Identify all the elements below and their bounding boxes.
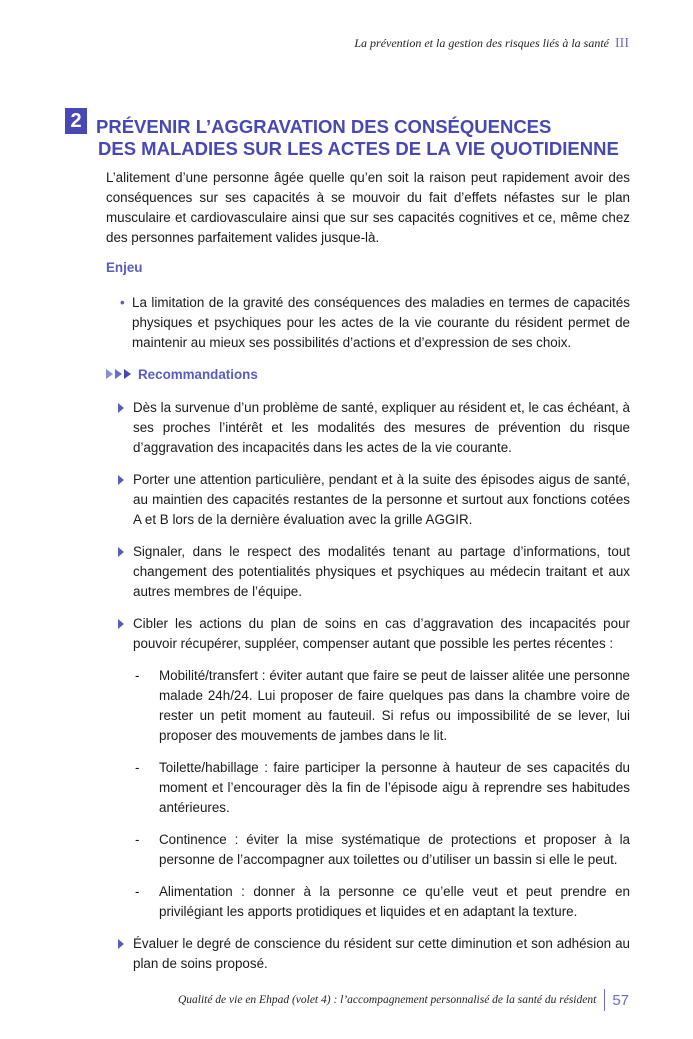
recommandation-text: Dès la survenue d’un problème de santé, expliquer au résident et, le cas échéant, à ses proches l’intérêt et les modalités des mesures de prévention du risque d’aggravation des incapacités dans les actes de la vie courante. (133, 400, 630, 455)
sub-recommandation-item (133, 666, 630, 746)
triangle-right-icon (118, 547, 124, 557)
recommandation-item (116, 470, 630, 530)
recommandation-item (116, 614, 630, 922)
triangle-right-icon (118, 403, 124, 413)
recommandations-list (116, 398, 630, 986)
sub-recommandation-text: Alimentation : donner à la personne ce qu’elle veut et peut prendre en privilégiant les apports protidiques et liquides et en adaptant la texture. (159, 884, 630, 919)
dash-bullet: - (135, 832, 140, 847)
triangle-right-icon (118, 619, 124, 629)
triangle-right-icon (118, 475, 124, 485)
running-header (354, 36, 629, 52)
sub-recommandation-text: Toilette/habillage : faire participer la personne à hauteur de ses capacités du moment et l’encourager dès la fin de l’épisode aigu à reprendre ses habitudes antérieures. (159, 760, 630, 815)
intro-paragraph: L’alitement d’une personne âgée quelle qu’en soit la raison peut rapidement avoir des conséquences sur ses capacités à se mouvoir du fait d’effets néfastes sur le plan musculaire et cardiovasculaire ainsi que sur ses capacités cognitives et ce, même chez des personnes parfaitement valides jusque-là. (106, 170, 630, 245)
sub-recommandation-text: Mobilité/transfert : éviter autant que faire se peut de laisser alitée une personne malade 24h/24. Lui proposer de faire quelques pas dans la chambre voire de rester un petit moment au fauteuil. Si refus ou impossibilité de se lever, lui proposer des mouvements de jambes dans le lit. (159, 668, 630, 743)
dash-bullet: - (135, 884, 140, 899)
recommandation-item (116, 934, 630, 974)
recommandation-item (116, 398, 630, 458)
recommandation-text: Signaler, dans le respect des modalités tenant au partage d’informations, tout changement des potentialités physiques et psychiques au médecin traitant et aux autres membres de l’équipe. (133, 544, 630, 599)
recommandation-text: Cibler les actions du plan de soins en cas d’aggravation des incapacités pour pouvoir récupérer, suppléer, compenser autant que possible les pertes récentes : (133, 616, 630, 651)
dash-bullet: - (135, 760, 140, 775)
enjeu-item-text: La limitation de la gravité des conséquences des maladies en termes de capacités physiques et psychiques pour les actes de la vie courante du résident permet de maintenir au mieux ses possibilités d’actions et d’expression de ses choix. (132, 295, 630, 350)
dash-bullet: - (135, 668, 140, 683)
page-number: 57 (612, 991, 629, 1009)
footer-divider (604, 989, 605, 1011)
recommandations-heading (106, 367, 258, 382)
footer-text: Qualité de vie en Ehpad (volet 4) : l’accompagnement personnalisé de la santé du résident (177, 994, 597, 1006)
recommandation-item (116, 542, 630, 602)
page-footer (178, 989, 629, 1011)
sub-recommandation-item (133, 758, 630, 818)
recommandations-heading-label: Recommandations (138, 367, 258, 382)
enjeu-list (120, 293, 630, 353)
enjeu-item (120, 293, 630, 353)
section-title-line-1: PRÉVENIR L’AGGRAVATION DES CONSÉQUENCES (96, 116, 552, 137)
sub-recommandations-list (133, 666, 630, 922)
triangle-right-icon (118, 939, 124, 949)
sub-recommandation-text: Continence : éviter la mise systématique de protections et proposer à la personne de l’accompagner aux toilettes ou d’utiliser un bassin si elle le peut. (159, 832, 630, 867)
section-number-badge: 2 (65, 108, 87, 134)
section-title (96, 116, 619, 160)
enjeu-heading: Enjeu (106, 260, 143, 275)
section-title-line-2: DES MALADIES SUR LES ACTES DE LA VIE QUOTIDIENNE (98, 138, 619, 159)
triple-chevron-icon (106, 369, 134, 379)
sub-recommandation-item (133, 882, 630, 922)
recommandation-text: Évaluer le degré de conscience du résident sur cette diminution et son adhésion au plan de soins proposé. (133, 936, 630, 971)
sub-recommandation-item (133, 830, 630, 870)
running-title: La prévention et la gestion des risques liés à la santé (354, 36, 609, 50)
part-number: III (615, 36, 629, 51)
bullet-icon: • (120, 295, 125, 310)
recommandation-text: Porter une attention particulière, pendant et à la suite des épisodes aigus de santé, au maintien des capacités restantes de la personne et surtout aux fonctions cotées A et B lors de la dernière évaluation avec la grille AGGIR. (133, 472, 630, 527)
